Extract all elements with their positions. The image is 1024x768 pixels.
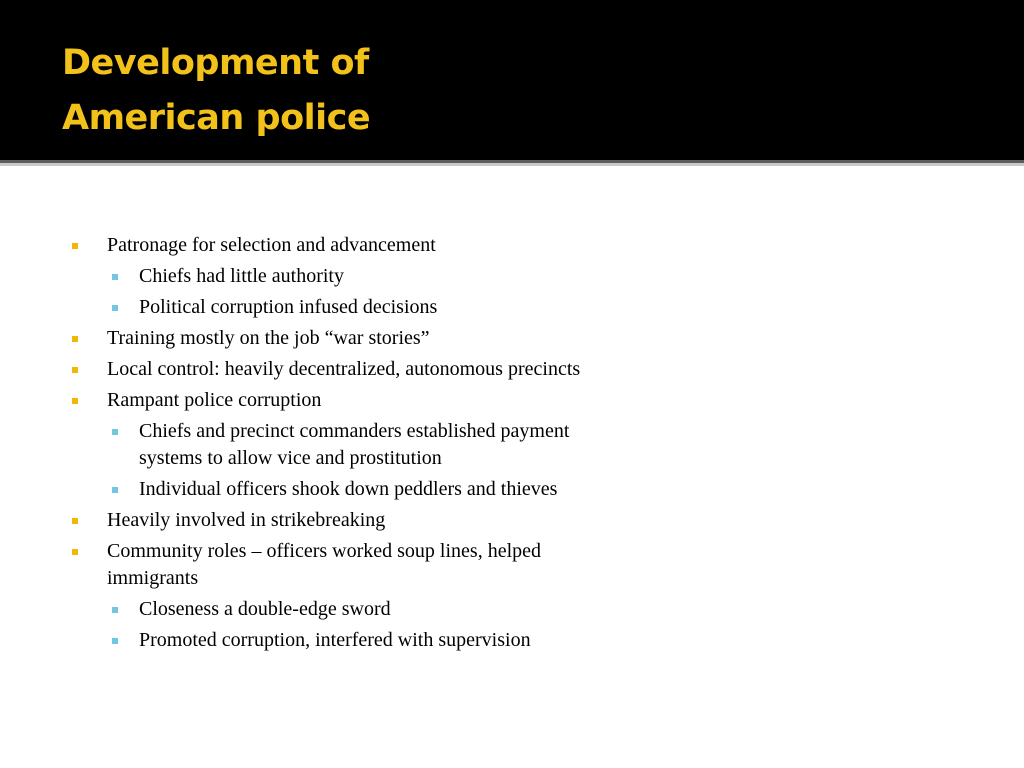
bullet-text: Chiefs and precinct commanders established payment systems to allow vice and prostitution (139, 420, 570, 469)
bullet-item-2 (0, 325, 607, 352)
square-bullet-icon (112, 274, 118, 280)
slide-title-line-1: Development of (62, 43, 369, 83)
sub-bullet-item-6 (0, 627, 699, 654)
bullet-text: Promoted corruption, interfered with supervision (139, 629, 531, 651)
sub-bullet-item-4 (0, 476, 699, 503)
square-bullet-icon (72, 549, 78, 555)
bullet-item-3 (0, 356, 607, 383)
square-bullet-icon (72, 398, 78, 404)
sub-bullet-item-3 (0, 418, 619, 472)
square-bullet-icon (112, 305, 118, 311)
slide-title (62, 36, 370, 146)
bullet-text: Patronage for selection and advancement (107, 234, 436, 256)
bullet-text: Training mostly on the job “war stories” (107, 327, 430, 349)
sub-bullet-item-2 (0, 294, 619, 321)
square-bullet-icon (72, 518, 78, 524)
bullet-item-6 (0, 538, 582, 592)
bullet-text: Individual officers shook down peddlers and thieves (139, 478, 558, 500)
square-bullet-icon (112, 638, 118, 644)
square-bullet-icon (112, 607, 118, 613)
bullet-text: Community roles – officers worked soup lines, helped immigrants (107, 540, 542, 589)
square-bullet-icon (72, 336, 78, 342)
title-bar (0, 0, 1024, 160)
bullet-item-5 (0, 507, 607, 534)
bullet-text: Closeness a double-edge sword (139, 598, 391, 620)
bullet-item-1 (0, 232, 607, 259)
bullet-item-4 (0, 387, 607, 414)
square-bullet-icon (72, 367, 78, 373)
bullet-text: Chiefs had little authority (139, 265, 344, 287)
divider-light (0, 163, 1024, 166)
square-bullet-icon (112, 487, 118, 493)
slide-title-line-2: American police (62, 98, 371, 138)
bullet-text: Heavily involved in strikebreaking (107, 509, 386, 531)
bullet-text: Local control: heavily decentralized, autonomous precincts (107, 358, 581, 380)
sub-bullet-item-1 (0, 263, 619, 290)
bullet-list (0, 232, 1024, 658)
bullet-text: Political corruption infused decisions (139, 296, 438, 318)
square-bullet-icon (112, 429, 118, 435)
sub-bullet-item-5 (0, 596, 619, 623)
bullet-text: Rampant police corruption (107, 389, 322, 411)
square-bullet-icon (72, 243, 78, 249)
